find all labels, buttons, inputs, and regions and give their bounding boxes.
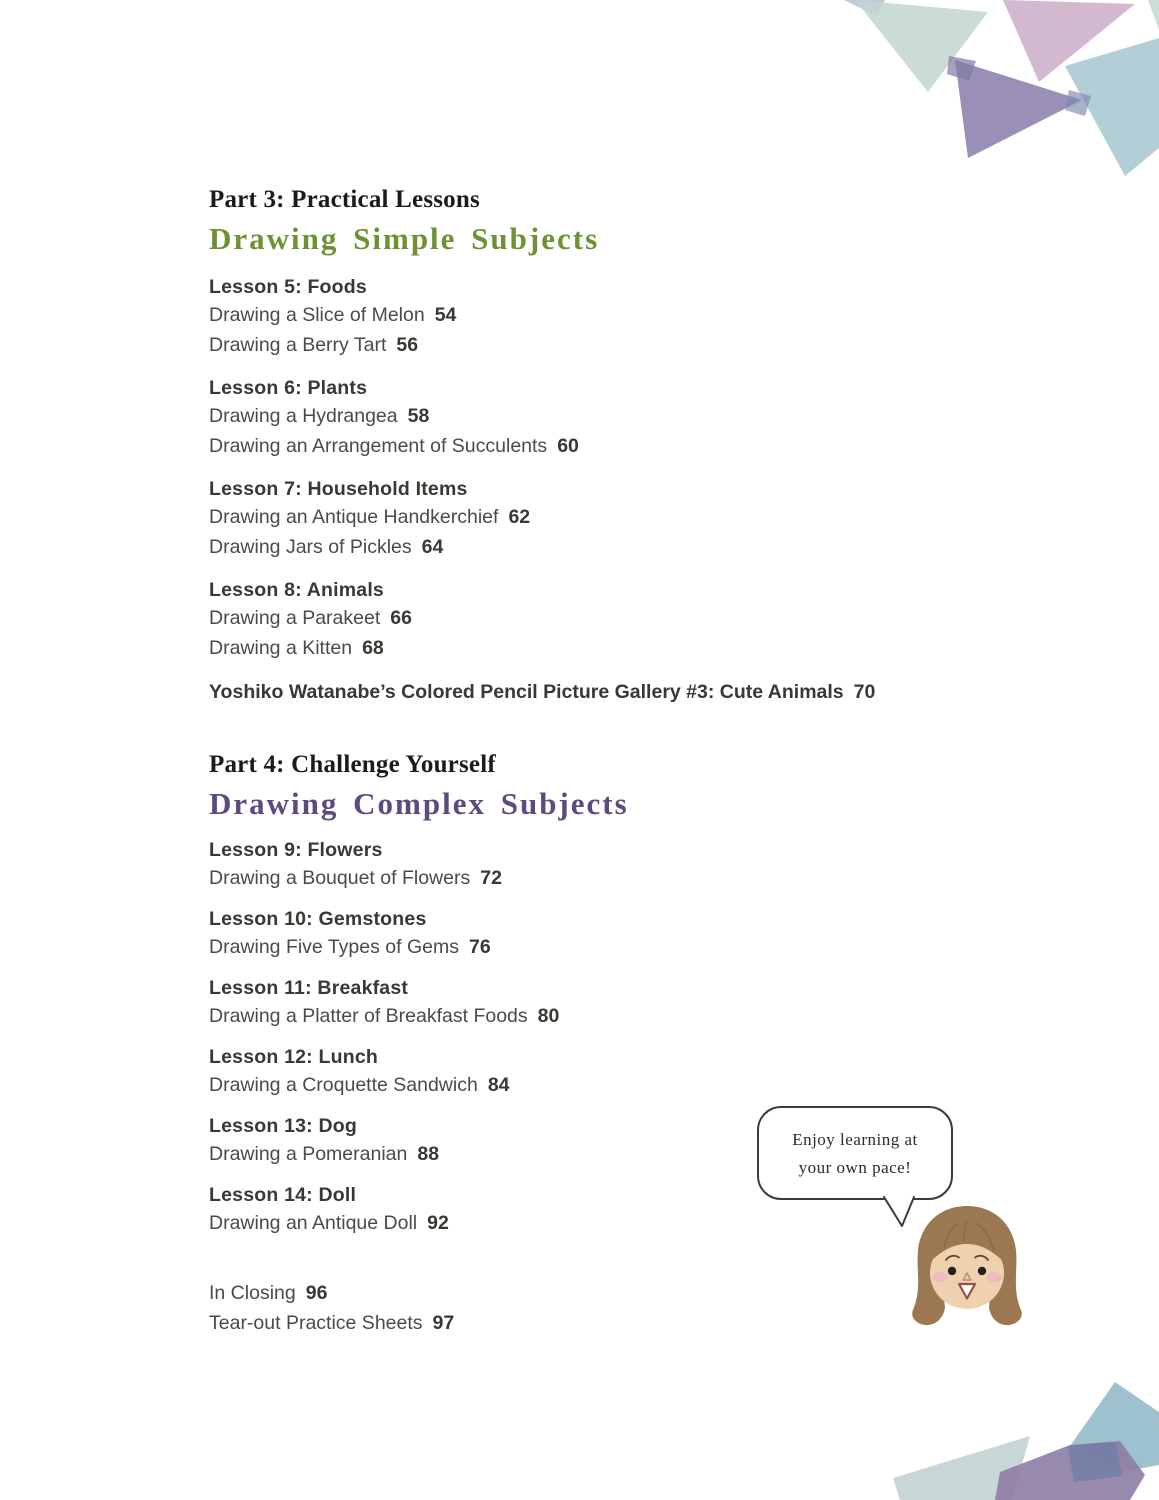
toc-entry bbox=[209, 1001, 1029, 1031]
toc-entry bbox=[209, 1070, 1029, 1100]
lesson-group bbox=[209, 476, 1029, 562]
speech-bubble bbox=[757, 1106, 953, 1200]
toc-entry-title: Drawing an Antique Handkerchief bbox=[209, 506, 499, 529]
toc-entry-title: Drawing Five Types of Gems bbox=[209, 936, 459, 959]
part-heading: Part 3: Practical Lessons bbox=[209, 186, 480, 213]
speech-bubble-text-line1: Enjoy learning at bbox=[792, 1130, 918, 1149]
toc-entry-title: Drawing a Platter of Breakfast Foods bbox=[209, 1005, 528, 1028]
toc-entry bbox=[209, 401, 1029, 431]
toc-entry-page-number: 92 bbox=[427, 1212, 449, 1235]
lesson-heading: Lesson 5: Foods bbox=[209, 276, 367, 299]
lesson-heading: Lesson 8: Animals bbox=[209, 579, 384, 602]
watercolor-triangles-bottom-right bbox=[839, 1330, 1159, 1500]
lesson-heading: Lesson 7: Household Items bbox=[209, 478, 468, 501]
toc-entry-title: Drawing a Croquette Sandwich bbox=[209, 1074, 478, 1097]
lesson-group bbox=[209, 975, 1029, 1031]
speech-bubble-text-line2: your own pace! bbox=[798, 1158, 912, 1177]
toc-entry-page-number: 60 bbox=[557, 435, 579, 458]
toc-entry-page-number: 56 bbox=[396, 334, 419, 357]
toc-entry-page-number: 84 bbox=[487, 1074, 510, 1097]
lesson-heading: Lesson 9: Flowers bbox=[209, 839, 383, 862]
toc-entry-page-number: 62 bbox=[508, 506, 531, 529]
toc-entry-page-number: 66 bbox=[390, 607, 412, 630]
toc-entry bbox=[209, 603, 1029, 633]
toc-entry-page-number: 70 bbox=[853, 681, 876, 704]
toc-entry-page-number: 72 bbox=[480, 867, 502, 890]
toc-entry-title: Drawing a Slice of Melon bbox=[209, 304, 425, 327]
toc-entry bbox=[209, 863, 1029, 893]
part-subtitle: Drawing Simple Subjects bbox=[209, 220, 600, 256]
toc-entry-title: Drawing Jars of Pickles bbox=[209, 536, 412, 559]
toc-entry-page-number: 54 bbox=[434, 304, 457, 327]
lesson-heading: Lesson 14: Doll bbox=[209, 1184, 357, 1207]
toc-entry bbox=[209, 633, 1029, 663]
lesson-heading: Lesson 10: Gemstones bbox=[209, 908, 427, 931]
right-blush bbox=[987, 1272, 1002, 1282]
toc-entry-page-number: 88 bbox=[417, 1143, 440, 1166]
toc-entry bbox=[209, 431, 1029, 461]
toc-entry-title: Drawing a Hydrangea bbox=[209, 405, 398, 428]
toc-entry bbox=[209, 330, 1029, 360]
toc-entry-title: Drawing an Arrangement of Succulents bbox=[209, 435, 548, 458]
part-heading: Part 4: Challenge Yourself bbox=[209, 751, 496, 779]
teacher-face-icon bbox=[904, 1203, 1030, 1330]
toc-entry-title: Yoshiko Watanabe’s Colored Pencil Picture Gallery #3: Cute Animals bbox=[209, 681, 844, 704]
toc-entry-title: Tear-out Practice Sheets bbox=[209, 1312, 423, 1335]
lesson-group bbox=[209, 375, 1029, 461]
lesson-heading: Lesson 6: Plants bbox=[209, 377, 368, 400]
lesson-heading: Lesson 13: Dog bbox=[209, 1115, 357, 1138]
toc-entry-page-number: 68 bbox=[362, 637, 384, 660]
toc-entry-title: In Closing bbox=[209, 1282, 296, 1305]
lesson-heading: Lesson 11: Breakfast bbox=[209, 977, 409, 1000]
toc-entry-page-number: 58 bbox=[407, 405, 430, 428]
watercolor-triangles-top-right bbox=[839, 0, 1159, 200]
left-eye bbox=[948, 1267, 956, 1275]
toc-entry bbox=[209, 300, 1029, 330]
toc-entry-title: Drawing an Antique Doll bbox=[209, 1212, 418, 1235]
toc-entry-page-number: 96 bbox=[305, 1282, 328, 1305]
toc-entry-page-number: 80 bbox=[537, 1005, 560, 1028]
toc-part-section bbox=[209, 186, 1029, 707]
toc-entry-title: Drawing a Pomeranian bbox=[209, 1143, 408, 1166]
toc-entry-page-number: 97 bbox=[432, 1312, 455, 1335]
lesson-group bbox=[209, 837, 1029, 893]
left-blush bbox=[933, 1272, 948, 1282]
toc-entry-title: Drawing a Berry Tart bbox=[209, 334, 387, 357]
lesson-group bbox=[209, 577, 1029, 663]
toc-entry bbox=[209, 932, 1029, 962]
toc-entry-title: Drawing a Parakeet bbox=[209, 607, 381, 630]
toc-entry-title: Drawing a Kitten bbox=[209, 637, 353, 660]
part-subtitle: Drawing Complex Subjects bbox=[209, 785, 629, 821]
lesson-heading: Lesson 12: Lunch bbox=[209, 1046, 378, 1069]
gallery-entry bbox=[209, 677, 1029, 707]
toc-entry bbox=[209, 502, 1029, 532]
lesson-group bbox=[209, 906, 1029, 962]
right-eye bbox=[978, 1267, 986, 1275]
toc-entry bbox=[209, 532, 1029, 562]
lesson-group bbox=[209, 1044, 1029, 1100]
toc-entry-page-number: 76 bbox=[468, 936, 491, 959]
toc-entry-page-number: 64 bbox=[421, 536, 444, 559]
toc-entry-title: Drawing a Bouquet of Flowers bbox=[209, 867, 471, 890]
lesson-group bbox=[209, 274, 1029, 360]
